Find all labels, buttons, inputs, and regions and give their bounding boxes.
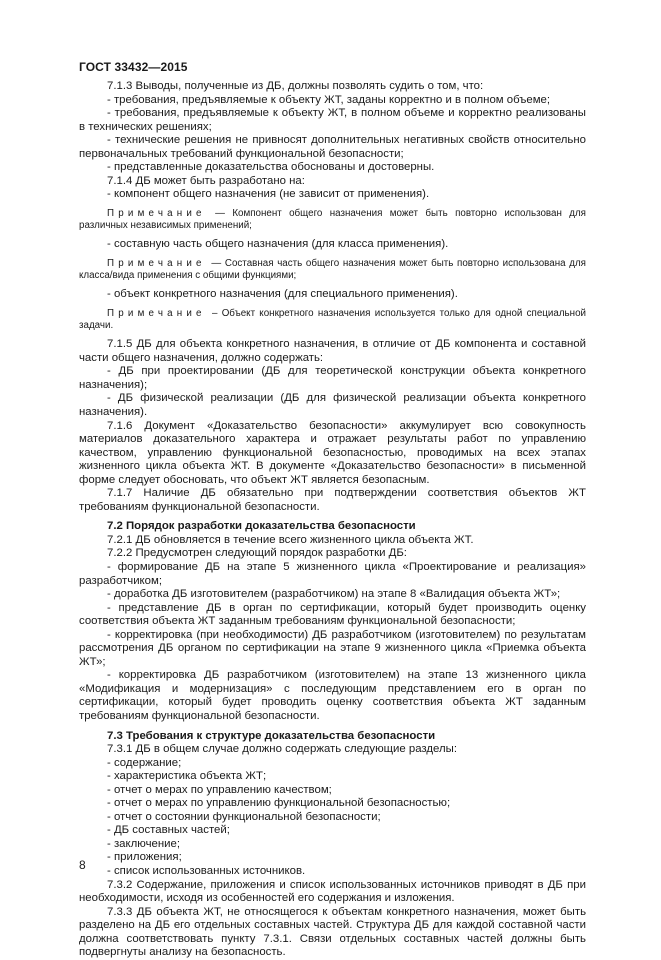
clause-7-3-2: 7.3.2 Содержание, приложения и список использованных источников приводят в ДБ при необходимости, исходя из особенностей его содержания и изложения.: [79, 878, 586, 905]
list-item: - представление ДБ в орган по сертификации, который будет производить оценку соответствия объекта ЖТ заданным требованиям функциональной безопасности;: [79, 601, 586, 628]
list-item: - ДБ составных частей;: [107, 824, 230, 837]
clause-7-1-5: 7.1.5 ДБ для объекта конкретного назначения, в отличие от ДБ компонента и составной части общего назначения, должно содержать:: [79, 338, 586, 364]
document-body: [79, 80, 586, 960]
list-item: - ДБ физической реализации (ДБ для физической реализации объекта конкретного назначения).: [79, 392, 586, 418]
list-item: - заключение;: [107, 837, 180, 850]
list-item: - приложения;: [107, 851, 182, 864]
list-item: - формирование ДБ на этапе 5 жизненного цикла «Проектирование и реализация» разработчиком;: [79, 560, 586, 587]
clause-7-3-3: 7.3.3 ДБ объекта ЖТ, не относящегося к объектам конкретного назначения, может быть разделено на ДБ его отдельных составных частей. Структура ДБ для каждой составной части должна соответствовать пункту 7.3.1. Связи отдельных составных частей должны быть подвергнуты анализу на безопасность.: [79, 905, 586, 959]
list-item: - технические решения не привносят дополнительных негативных свойств относительно первоначальных требований функциональной безопасности;: [79, 134, 586, 160]
list-item: - корректировка (при необходимости) ДБ разработчиком (изготовителем) по результатам рассмотрения ДБ органом по сертификации на этапе 9 жизненного цикла «Приемка объекта ЖТ»;: [79, 628, 586, 668]
clause-7-1-6: 7.1.6 Документ «Доказательство безопасности» аккумулирует всю совокупность материалов доказательного характера и отражает результаты работ по управлению качеством, управлению функциональной безопасностью, проводимых на всех этапах жизненного цикла объекта ЖТ. В документе «Доказательство безопасности» в письменной форме следует обосновать, что объект ЖТ является безопасным.: [79, 419, 586, 486]
clause-7-2-2: 7.2.2 Предусмотрен следующий порядок разработки ДБ:: [107, 547, 407, 560]
clause-7-1-3: 7.1.3 Выводы, полученные из ДБ, должны позволять судить о том, что:: [107, 80, 484, 92]
list-item: - отчет о состоянии функциональной безопасности;: [107, 810, 381, 823]
note-general-part: [79, 258, 586, 281]
note-text: — Составная часть общего назначения может быть повторно использована для класса/вида применения с общими функциями;: [79, 257, 586, 281]
note-text: – Объект конкретного назначения используется только для одной специальной задачи.: [79, 307, 586, 331]
note-text: — Компонент общего назначения может быть повторно использован для различных независимых применений;: [79, 207, 586, 231]
list-item: - содержание;: [107, 756, 182, 769]
clause-7-3-1: 7.3.1 ДБ в общем случае должно содержать следующие разделы:: [107, 743, 457, 756]
list-item: - отчет о мерах по управлению функциональной безопасностью;: [107, 797, 451, 810]
note-label: Примечание: [107, 307, 206, 319]
page-number: 8: [79, 858, 86, 872]
list-item: - доработка ДБ изготовителем (разработчиком) на этапе 8 «Валидация объекта ЖТ»;: [107, 588, 561, 601]
list-item: - отчет о мерах по управлению качеством;: [107, 783, 332, 796]
list-item: - характеристика объекта ЖТ;: [107, 770, 267, 783]
list-item: - список использованных источников.: [107, 865, 306, 878]
list-item: - требования, предъявляемые к объекту ЖТ, в полном объеме и корректно реализованы в технических решениях;: [79, 107, 586, 133]
section-heading-7-2: 7.2 Порядок разработки доказательства безопасности: [107, 520, 416, 533]
note-specific-object: [79, 308, 586, 331]
note-label: Примечание: [107, 207, 206, 219]
clause-7-1-4: 7.1.4 ДБ может быть разработано на:: [107, 174, 305, 187]
list-item: - корректировка ДБ разработчиком (изготовителем) на этапе 13 жизненного цикла «Модификация и модернизация» с последующим представлением его в орган по сертификации, который будет проводить оценку соответствия объекта ЖТ заданным требованиям функциональной безопасности.: [79, 669, 586, 722]
list-item: - представленные доказательства обоснованы и достоверны.: [107, 161, 435, 174]
document-header: ГОСТ 33432—2015: [79, 60, 188, 74]
list-item: - компонент общего назначения (не зависит от применения).: [107, 188, 430, 201]
note-label: Примечание: [107, 257, 206, 269]
list-item: - составную часть общего назначения (для класса применения).: [107, 238, 449, 251]
list-item: - ДБ при проектировании (ДБ для теоретической конструкции объекта конкретного назначения);: [79, 365, 586, 391]
list-item: - объект конкретного назначения (для специального применения).: [107, 288, 458, 301]
clause-7-2-1: 7.2.1 ДБ обновляется в течение всего жизненного цикла объекта ЖТ.: [107, 533, 474, 546]
clause-7-1-7: 7.1.7 Наличие ДБ обязательно при подтверждении соответствия объектов ЖТ требованиям функциональной безопасности.: [79, 487, 586, 513]
note-general-component: [79, 208, 586, 231]
section-heading-7-3: 7.3 Требования к структуре доказательства безопасности: [107, 729, 436, 742]
list-item: - требования, предъявляемые к объекту ЖТ, заданы корректно и в полном объеме;: [107, 93, 551, 106]
